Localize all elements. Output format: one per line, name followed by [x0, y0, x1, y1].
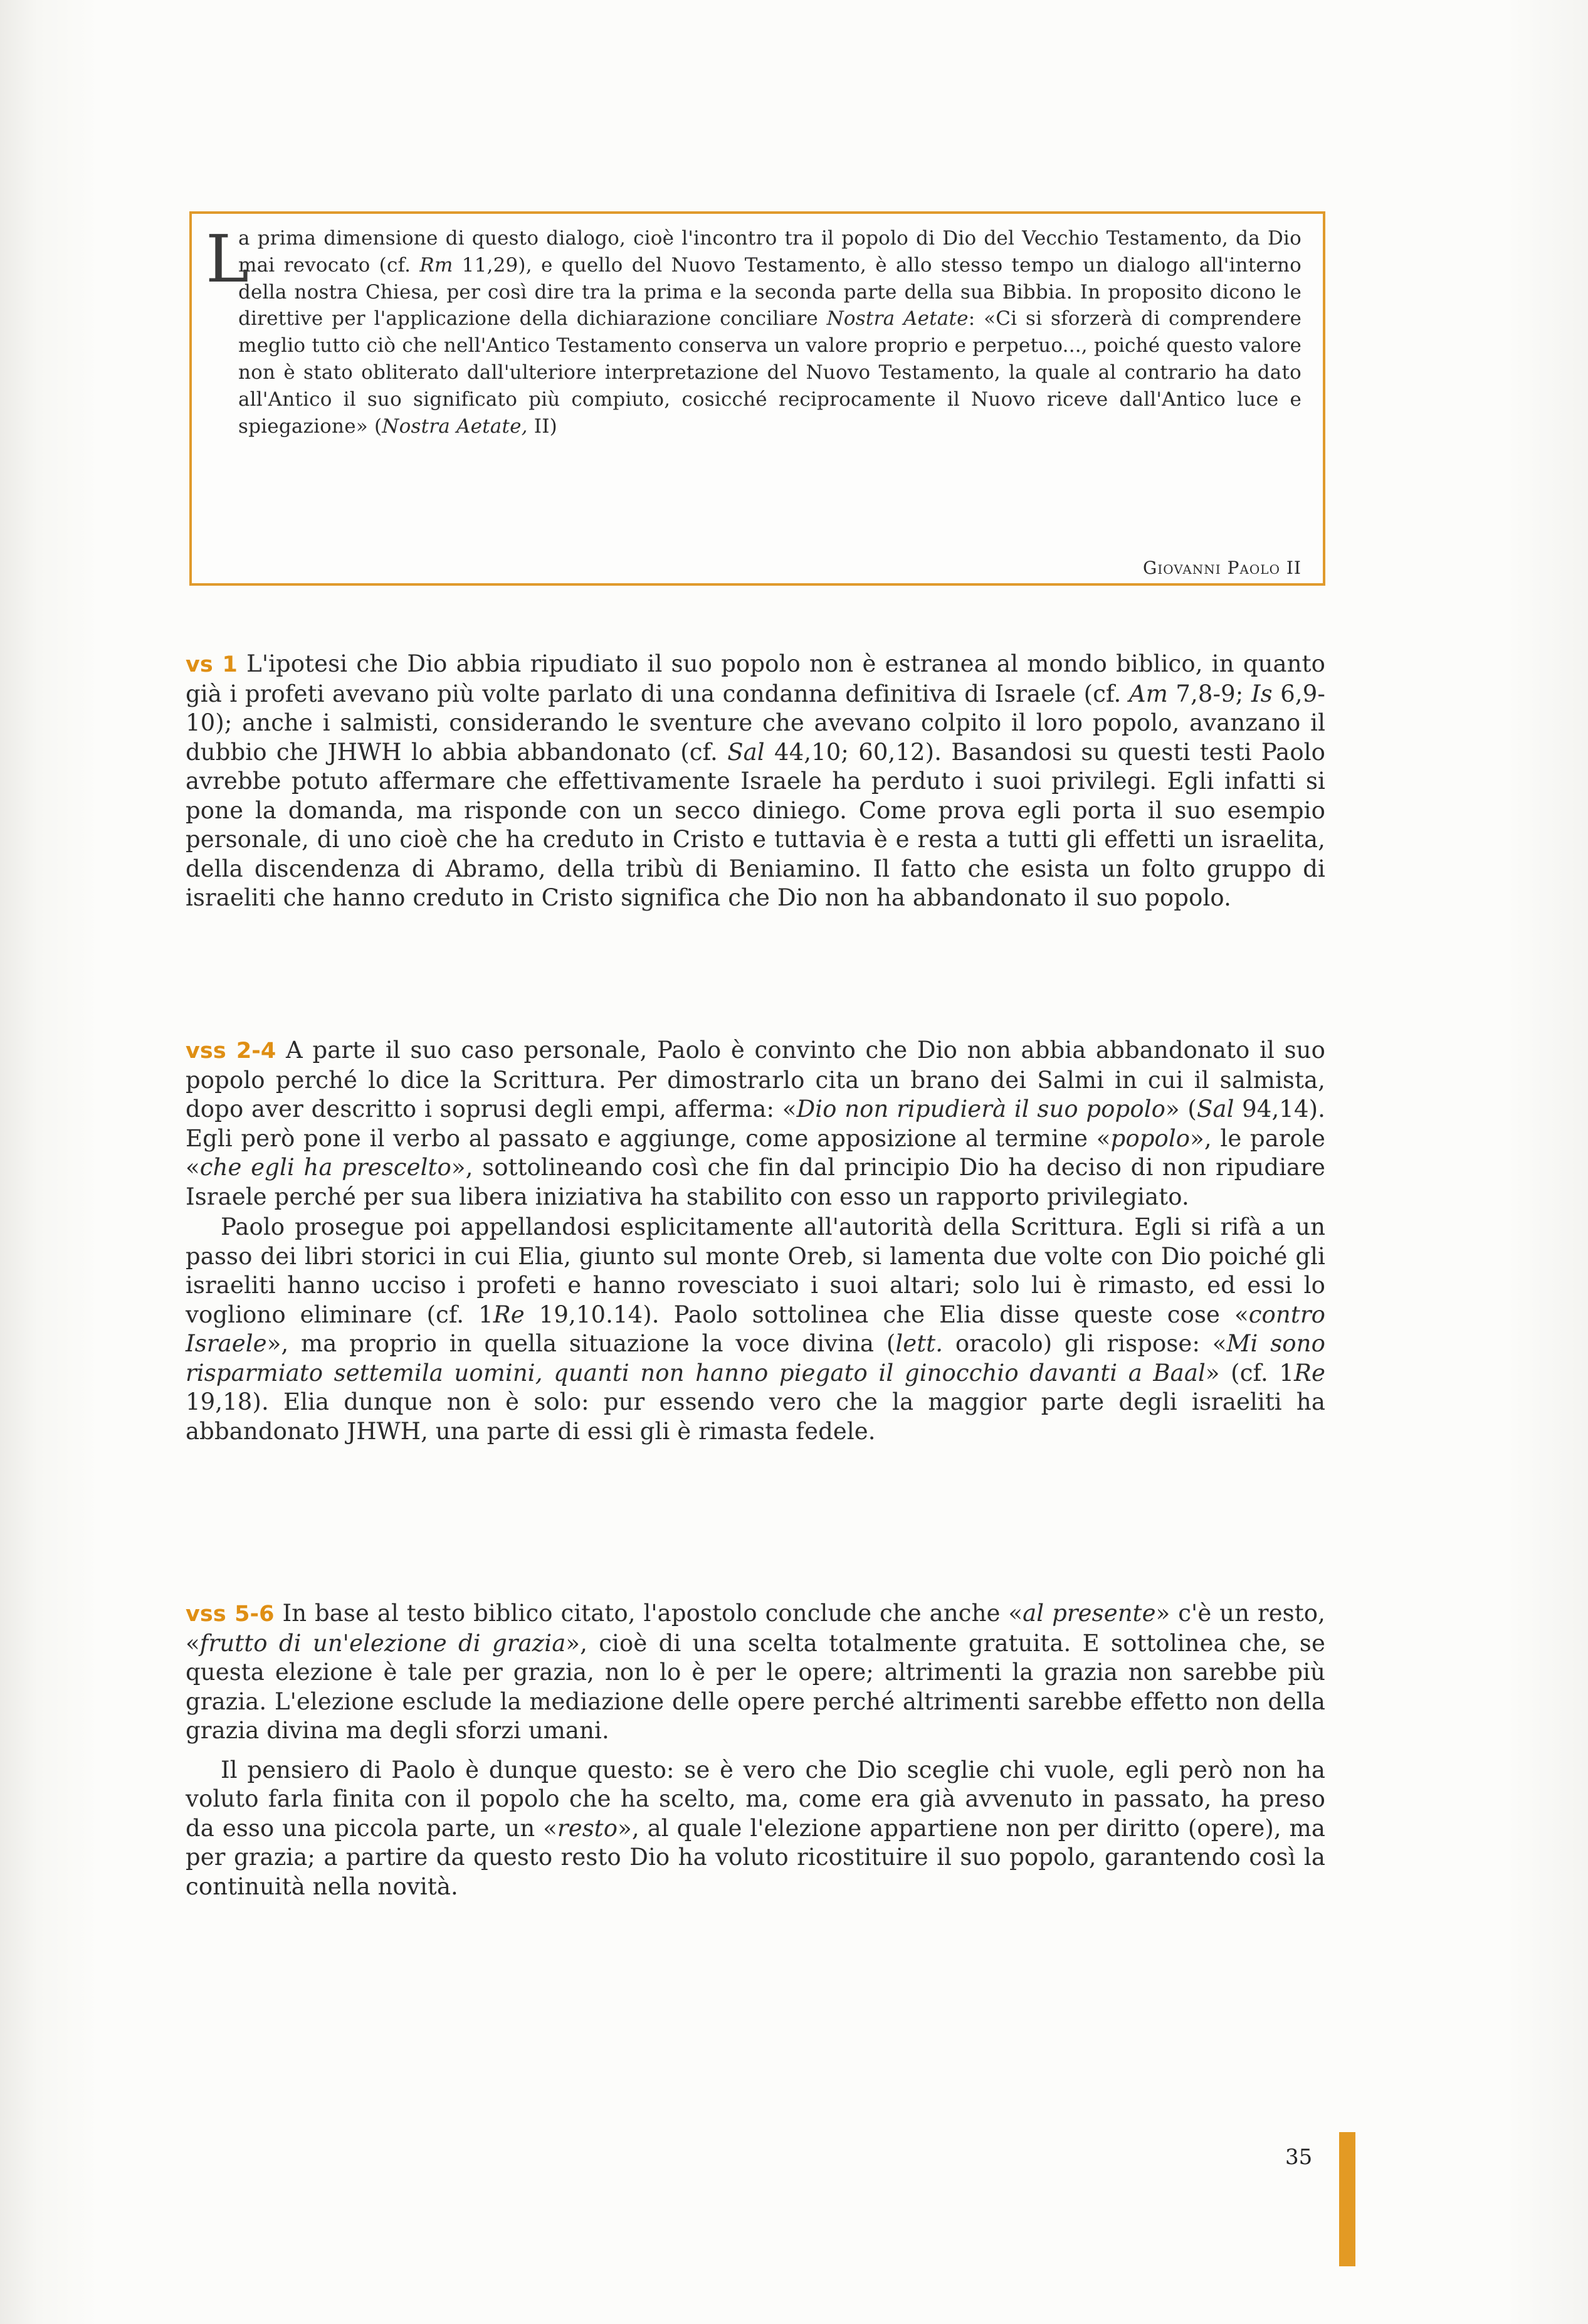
bible-ref: Re: [1294, 1359, 1325, 1386]
italic-quote: contro Israele: [186, 1301, 1325, 1357]
paragraph-text: » (: [1165, 1096, 1197, 1122]
paragraph-text: 19,10.14). Paolo sottolinea che Elia disse queste cose «: [524, 1301, 1249, 1328]
quote-author: Giovanni Paolo II: [1142, 557, 1301, 578]
italic-quote: che egli ha prescelto: [199, 1154, 451, 1181]
verse-label: vs 1: [186, 652, 238, 677]
quote-ref: Rm: [419, 253, 453, 277]
verse-label: vss 5-6: [186, 1602, 275, 1627]
bible-ref: Sal: [727, 738, 765, 766]
italic-quote: al presente: [1023, 1600, 1156, 1627]
paragraph-text: », al quale l'elezione appartiene non per diritto (opere), ma per grazia; a partire da questo resto Dio ha voluto ricostituire il suo popolo, garantendo così la continuità nella novità.: [186, 1814, 1325, 1900]
paragraph-text: oracolo) gli rispose: «: [943, 1330, 1227, 1357]
paragraph-text: » c'è un resto, «: [186, 1600, 1325, 1657]
paragraph-text: L'ipotesi che Dio abbia ripudiato il suo popolo non è estranea al mondo biblico, in quanto già i profeti avevano più volte parlato di una condanna definitiva di Israele (cf.: [186, 650, 1325, 707]
bible-ref: Am: [1128, 680, 1168, 707]
paragraph-text: 44,10; 60,12). Basandosi su questi testi Paolo avrebbe potuto affermare che effettivamente Israele ha perduto i suoi privilegi. Egli infatti si pone la domanda, ma risponde con un secco diniego. Come prova egli porta il suo esempio personale, di uno cioè che ha creduto in Cristo e tuttavia è e resta a tutti gli effetti un israelita, della discendenza di Abramo, della tribù di Beniamino. Il fatto che esista un folto gruppo di israeliti che hanno creduto in Cristo significa che Dio non ha abbandonato il suo popolo.: [186, 738, 1326, 911]
italic-quote: popolo: [1110, 1124, 1191, 1152]
bible-ref: Sal: [1196, 1096, 1234, 1122]
quote-text-part: a prima dimensione di questo dialogo, cioè l'incontro tra il popolo di Dio del Vecchio Testamento, da Dio mai revocato (cf.: [238, 227, 1301, 277]
italic-quote: lett.: [895, 1330, 944, 1357]
bible-ref: Re: [493, 1301, 525, 1328]
section-vss2-4: [186, 1036, 1325, 1446]
paragraph-text: Paolo prosegue poi appellandosi esplicitamente all'autorità della Scrittura. Egli si rifà a un passo dei libri storici in cui Elia, giunto sul monte Oreb, si lamenta due volte con Dio poiché gli israeliti hanno ucciso i profeti e hanno rovesciato i suoi altari; solo lui è rimasto, ed essi lo vogliono eliminare (cf. 1: [186, 1213, 1325, 1328]
paragraph-text: 19,18). Elia dunque non è solo: pur essendo vero che la maggior parte degli israeliti ha abbandonato JHWH, una parte di essi gli è rimasta fedele.: [186, 1388, 1325, 1445]
paragraph-text: », ma proprio in quella situazione la voce divina (: [266, 1330, 896, 1357]
paragraph-text: » (cf. 1: [1205, 1359, 1295, 1386]
italic-quote: Mi sono risparmiato settemila uomini, quanti non hanno piegato il ginocchio davanti a Baal: [186, 1330, 1325, 1386]
paragraph-text: A parte il suo caso personale, Paolo è convinto che Dio non abbia abbandonato il suo popolo perché lo dice la Scrittura. Per dimostrarlo cita un brano dei Salmi in cui il salmista, dopo aver descritto i soprusi degli empi, afferma: «: [186, 1037, 1325, 1122]
italic-quote: Dio non ripudierà il suo popolo: [796, 1096, 1166, 1122]
page-number: 35: [1285, 2145, 1313, 2170]
paragraph-text: », cioè di una scelta totalmente gratuita. E sottolinea che, se questa elezione è tale per grazia, non lo è per le opere; altrimenti la grazia non sarebbe più grazia. L'elezione esclude la mediazione delle opere perché altrimenti sarebbe effetto non della grazia divina ma degli sforzi umani.: [186, 1629, 1326, 1744]
section-vss5-6: [186, 1599, 1325, 1901]
section-vs1: [186, 650, 1325, 913]
italic-quote: resto: [557, 1814, 618, 1842]
quote-ref: Nostra Aetate,: [382, 415, 528, 438]
quote-text-part: 11,29), e quello del Nuovo Testamento, è allo stesso tempo un dialogo all'interno della nostra Chiesa, per così dire tra la prima e la seconda parte della sua Bibbia. In proposito dicono le direttive per l'applicazione della dichiarazione conciliare: [238, 253, 1301, 330]
quote-text-part: II): [527, 415, 557, 438]
quote-box: [189, 211, 1325, 586]
paragraph-text: In base al testo biblico citato, l'apostolo conclude che anche «: [274, 1600, 1023, 1627]
quote-dropcap: L: [206, 221, 250, 297]
page-accent-bar: [1339, 2132, 1355, 2266]
paragraph-text: 6,9-10); anche i salmisti, considerando le sventure che avevano colpito il loro popolo, avanzano il dubbio che JHWH lo abbia abbandonato (cf.: [186, 680, 1325, 766]
paragraph-text: », sottolineando così che fin dal principio Dio ha deciso di non ripudiare Israele perché per sua libera iniziativa ha stabilito con esso un rapporto privilegiato.: [186, 1154, 1325, 1210]
italic-quote: frutto di un'elezione di grazia: [199, 1629, 566, 1657]
bible-ref: Is: [1251, 680, 1273, 707]
paragraph-text: 94,14). Egli però pone il verbo al passato e aggiunge, come apposizione al termine «: [186, 1096, 1325, 1152]
quote-text: [206, 221, 1302, 440]
verse-label: vss 2-4: [186, 1038, 276, 1064]
paragraph-text: 7,8-9;: [1167, 680, 1251, 707]
quote-ref: Nostra Aetate: [826, 307, 969, 330]
quote-text-part: : «Ci si sforzerà di comprendere meglio tutto ciò che nell'Antico Testamento conserva un valore proprio e perpetuo..., poiché questo valore non è stato obliterato dall'ulteriore interpretazione del Nuovo Testamento, la quale al contrario ha dato all'Antico il suo significato più compiuto, cosicché reciprocamente il Nuovo riceve dall'Antico luce e spiegazione» (: [238, 307, 1302, 438]
paragraph-text: », le parole «: [186, 1124, 1325, 1181]
paragraph-text: Il pensiero di Paolo è dunque questo: se è vero che Dio sceglie chi vuole, egli però non ha voluto farla finita con il popolo che ha scelto, ma, come era già avvenuto in passato, ha preso da esso una piccola parte, un «: [186, 1756, 1325, 1842]
